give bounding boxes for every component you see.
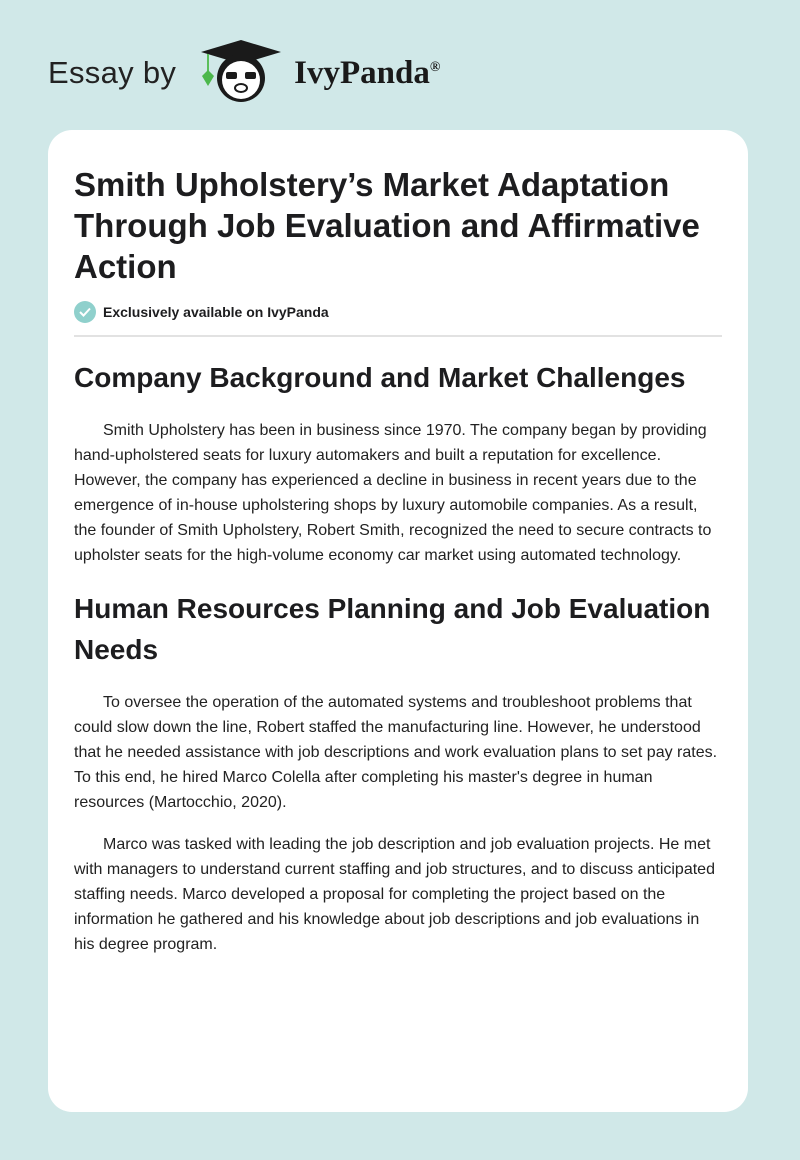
registered-mark: ®: [429, 59, 441, 75]
exclusive-badge: [74, 301, 722, 323]
essay-card: [48, 130, 748, 1112]
brand-text: IvyPanda: [294, 54, 430, 91]
section-heading: Company Background and Market Challenges: [74, 362, 686, 393]
paragraph: To oversee the operation of the automated systems and troubleshoot problems that could slow down the line, Robert staffed the manufacturing line. However, he understood that he needed assistance with job descriptions and work evaluation plans to set pay rates. To this end, he hired Marco Colella after completing his master's degree in human resources (Martocchio, 2020).: [74, 694, 718, 811]
paragraph: Smith Upholstery has been in business since 1970. The company began by providing hand-upholstered seats for luxury automakers and built a reputation for excellence. However, the company has experienced a decline in business in recent years due to the emergence of in-house upholstering shops by luxury automobile companies. As a result, the founder of Smith Upholstery, Robert Smith, recognized the need to secure contracts to upholster seats for the high-volume economy car market using automated technology.: [74, 422, 712, 564]
section-heading: Human Resources Planning and Job Evaluation Needs: [74, 593, 711, 665]
divider: [74, 335, 722, 337]
site-header: [48, 38, 440, 108]
check-icon: [74, 301, 96, 323]
brand-name[interactable]: [294, 55, 440, 92]
essay-by-label: Essay by: [48, 55, 177, 90]
paragraph: Marco was tasked with leading the job description and job evaluation projects. He met with managers to understand current staffing and job structures, and to discuss anticipated staffing needs. Marco developed a proposal for completing the project based on the information he gathered and his knowledge about job descriptions and job evaluations in his degree program.: [74, 836, 715, 953]
panda-logo-icon[interactable]: [196, 36, 286, 111]
page-title: Smith Upholstery’s Market Adaptation Through Job Evaluation and Affirmative Action: [74, 166, 700, 285]
badge-text: Exclusively available on IvyPanda: [103, 304, 329, 320]
